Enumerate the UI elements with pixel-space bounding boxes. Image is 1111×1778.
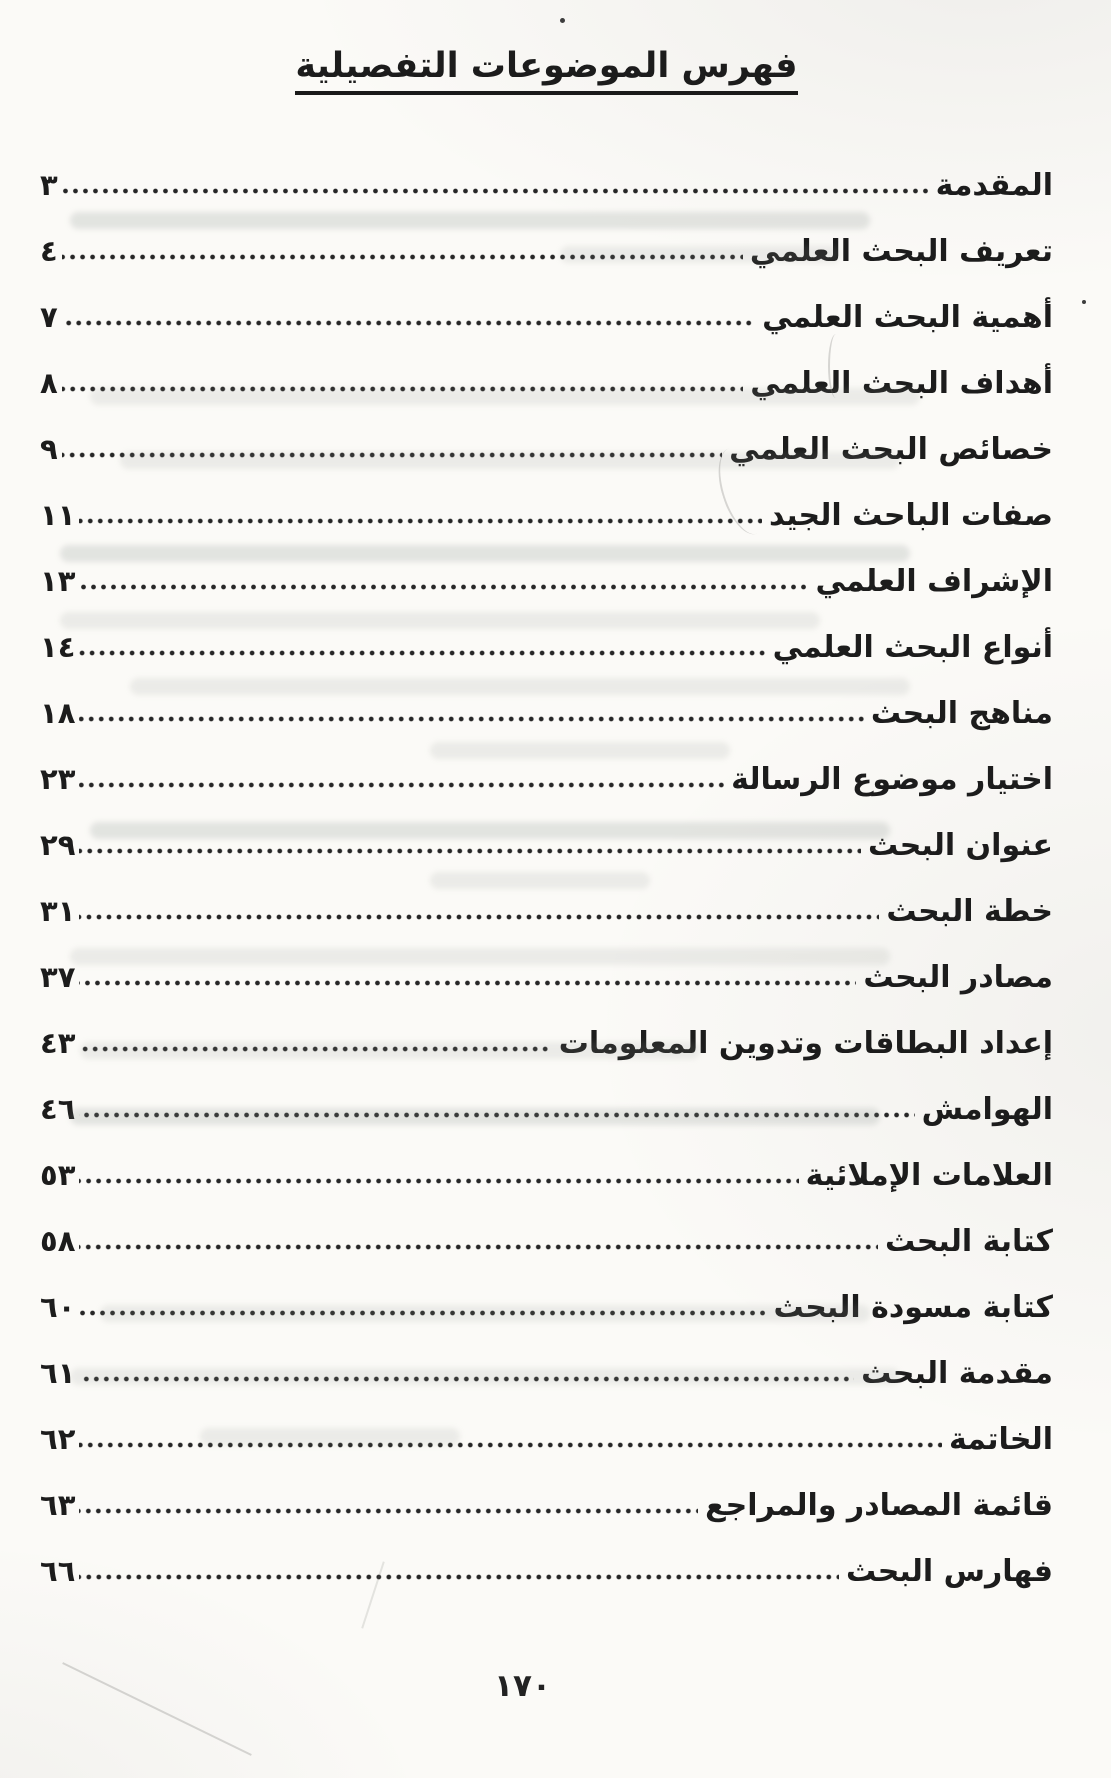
dotted-leader bbox=[62, 386, 743, 392]
toc-entry-label: قائمة المصادر والمراجع bbox=[705, 1487, 1053, 1523]
scan-speck bbox=[1082, 300, 1086, 304]
toc-entry-page-number: ٣ bbox=[40, 167, 58, 202]
toc-entry-row bbox=[40, 1258, 1053, 1324]
toc-entry-row bbox=[40, 1522, 1053, 1588]
toc-entry-page-number: ٣١ bbox=[40, 893, 76, 928]
scan-crease bbox=[828, 334, 844, 398]
dotted-leader bbox=[79, 914, 879, 920]
toc-entry-page-number: ٤ bbox=[40, 233, 58, 268]
toc-entry-page-number: ٦٢ bbox=[40, 1421, 76, 1456]
toc-entry-page-number: ٤٦ bbox=[40, 1091, 76, 1126]
toc-entry-label: أهداف البحث العلمي bbox=[750, 365, 1053, 401]
toc-entry-row bbox=[40, 1060, 1053, 1126]
toc-entry-label: مصادر البحث bbox=[863, 959, 1053, 995]
toc-entry-page-number: ٢٩ bbox=[40, 827, 76, 862]
dotted-leader bbox=[62, 254, 743, 260]
toc-entry-page-number: ٦١ bbox=[40, 1355, 76, 1390]
toc-entry-row bbox=[40, 928, 1053, 994]
toc-entry-label: خطة البحث bbox=[886, 893, 1053, 929]
toc-entry-page-number: ٦٦ bbox=[40, 1553, 76, 1588]
toc-entry-row bbox=[40, 796, 1053, 862]
dotted-leader bbox=[62, 320, 755, 326]
toc-entry-label: فهارس البحث bbox=[846, 1553, 1053, 1589]
page-title: فهرس الموضوعات التفصيلية bbox=[295, 46, 797, 95]
dotted-leader bbox=[79, 782, 724, 788]
dotted-leader bbox=[62, 188, 929, 194]
toc-entry-page-number: ٥٣ bbox=[40, 1157, 76, 1192]
toc-entry-label: الهوامش bbox=[921, 1091, 1053, 1127]
dotted-leader bbox=[79, 716, 863, 722]
toc-entry-row bbox=[40, 730, 1053, 796]
toc-entry-page-number: ١١ bbox=[40, 497, 76, 532]
toc-entry-label: أهمية البحث العلمي bbox=[762, 299, 1053, 335]
table-of-contents bbox=[40, 136, 1053, 1588]
toc-entry-page-number: ١٣ bbox=[40, 563, 76, 598]
toc-entry-row bbox=[40, 400, 1053, 466]
dotted-leader bbox=[79, 1442, 942, 1448]
toc-entry-page-number: ٦٠ bbox=[40, 1289, 76, 1324]
dotted-leader bbox=[62, 452, 722, 458]
toc-entry-label: عنوان البحث bbox=[867, 827, 1053, 863]
dotted-leader bbox=[79, 1574, 839, 1580]
toc-entry-row bbox=[40, 268, 1053, 334]
toc-entry-row bbox=[40, 1390, 1053, 1456]
toc-entry-page-number: ٥٨ bbox=[40, 1223, 76, 1258]
toc-entry-page-number: ٣٧ bbox=[40, 959, 76, 994]
dotted-leader bbox=[79, 584, 808, 590]
toc-entry-page-number: ٩ bbox=[40, 431, 58, 466]
toc-entry-row bbox=[40, 664, 1053, 730]
toc-entry-label: العلامات الإملائية bbox=[805, 1157, 1053, 1193]
toc-entry-page-number: ٧ bbox=[40, 299, 58, 334]
toc-entry-label: أنواع البحث العلمي bbox=[772, 629, 1053, 665]
scan-speck bbox=[560, 18, 565, 23]
toc-entry-label: خصائص البحث العلمي bbox=[729, 431, 1053, 467]
dotted-leader bbox=[79, 1310, 766, 1316]
toc-entry-label: إعداد البطاقات وتدوين المعلومات bbox=[558, 1025, 1053, 1061]
dotted-leader bbox=[79, 980, 856, 986]
dotted-leader bbox=[79, 1376, 854, 1382]
toc-entry-page-number: ٦٣ bbox=[40, 1487, 76, 1522]
dotted-leader bbox=[79, 1112, 914, 1118]
dotted-leader bbox=[79, 1178, 798, 1184]
dotted-leader bbox=[79, 848, 861, 854]
toc-entry-label: المقدمة bbox=[935, 167, 1053, 203]
toc-entry-row bbox=[40, 532, 1053, 598]
toc-entry-row bbox=[40, 1456, 1053, 1522]
toc-entry-label: كتابة مسودة البحث bbox=[773, 1289, 1053, 1325]
toc-entry-label: تعريف البحث العلمي bbox=[749, 233, 1053, 269]
toc-entry-page-number: ١٤ bbox=[40, 629, 76, 664]
toc-entry-page-number: ٤٣ bbox=[40, 1025, 76, 1060]
toc-entry-row bbox=[40, 598, 1053, 664]
toc-entry-row bbox=[40, 1192, 1053, 1258]
toc-entry-row bbox=[40, 1126, 1053, 1192]
dotted-leader bbox=[79, 1046, 551, 1052]
toc-entry-label: الإشراف العلمي bbox=[815, 563, 1053, 599]
folio-page-number: ١٧٠ bbox=[494, 1668, 551, 1704]
toc-entry-row bbox=[40, 334, 1053, 400]
toc-entry-label: مناهج البحث bbox=[870, 695, 1053, 731]
dotted-leader bbox=[79, 1508, 698, 1514]
toc-entry-label: صفات الباحث الجيد bbox=[768, 497, 1053, 533]
toc-entry-label: مقدمة البحث bbox=[861, 1355, 1053, 1391]
dotted-leader bbox=[79, 650, 765, 656]
toc-entry-row bbox=[40, 994, 1053, 1060]
toc-entry-page-number: ٨ bbox=[40, 365, 58, 400]
toc-entry-row bbox=[40, 136, 1053, 202]
toc-entry-row bbox=[40, 1324, 1053, 1390]
toc-entry-label: اختيار موضوع الرسالة bbox=[731, 761, 1053, 797]
toc-entry-label: الخاتمة bbox=[948, 1421, 1053, 1457]
toc-entry-page-number: ١٨ bbox=[40, 695, 76, 730]
toc-entry-row bbox=[40, 862, 1053, 928]
toc-entry-row bbox=[40, 202, 1053, 268]
page-title-container bbox=[40, 46, 1053, 95]
dotted-leader bbox=[79, 1244, 878, 1250]
toc-entry-row bbox=[40, 466, 1053, 532]
toc-entry-page-number: ٢٣ bbox=[40, 761, 76, 796]
dotted-leader bbox=[79, 518, 762, 524]
toc-entry-label: كتابة البحث bbox=[884, 1223, 1053, 1259]
